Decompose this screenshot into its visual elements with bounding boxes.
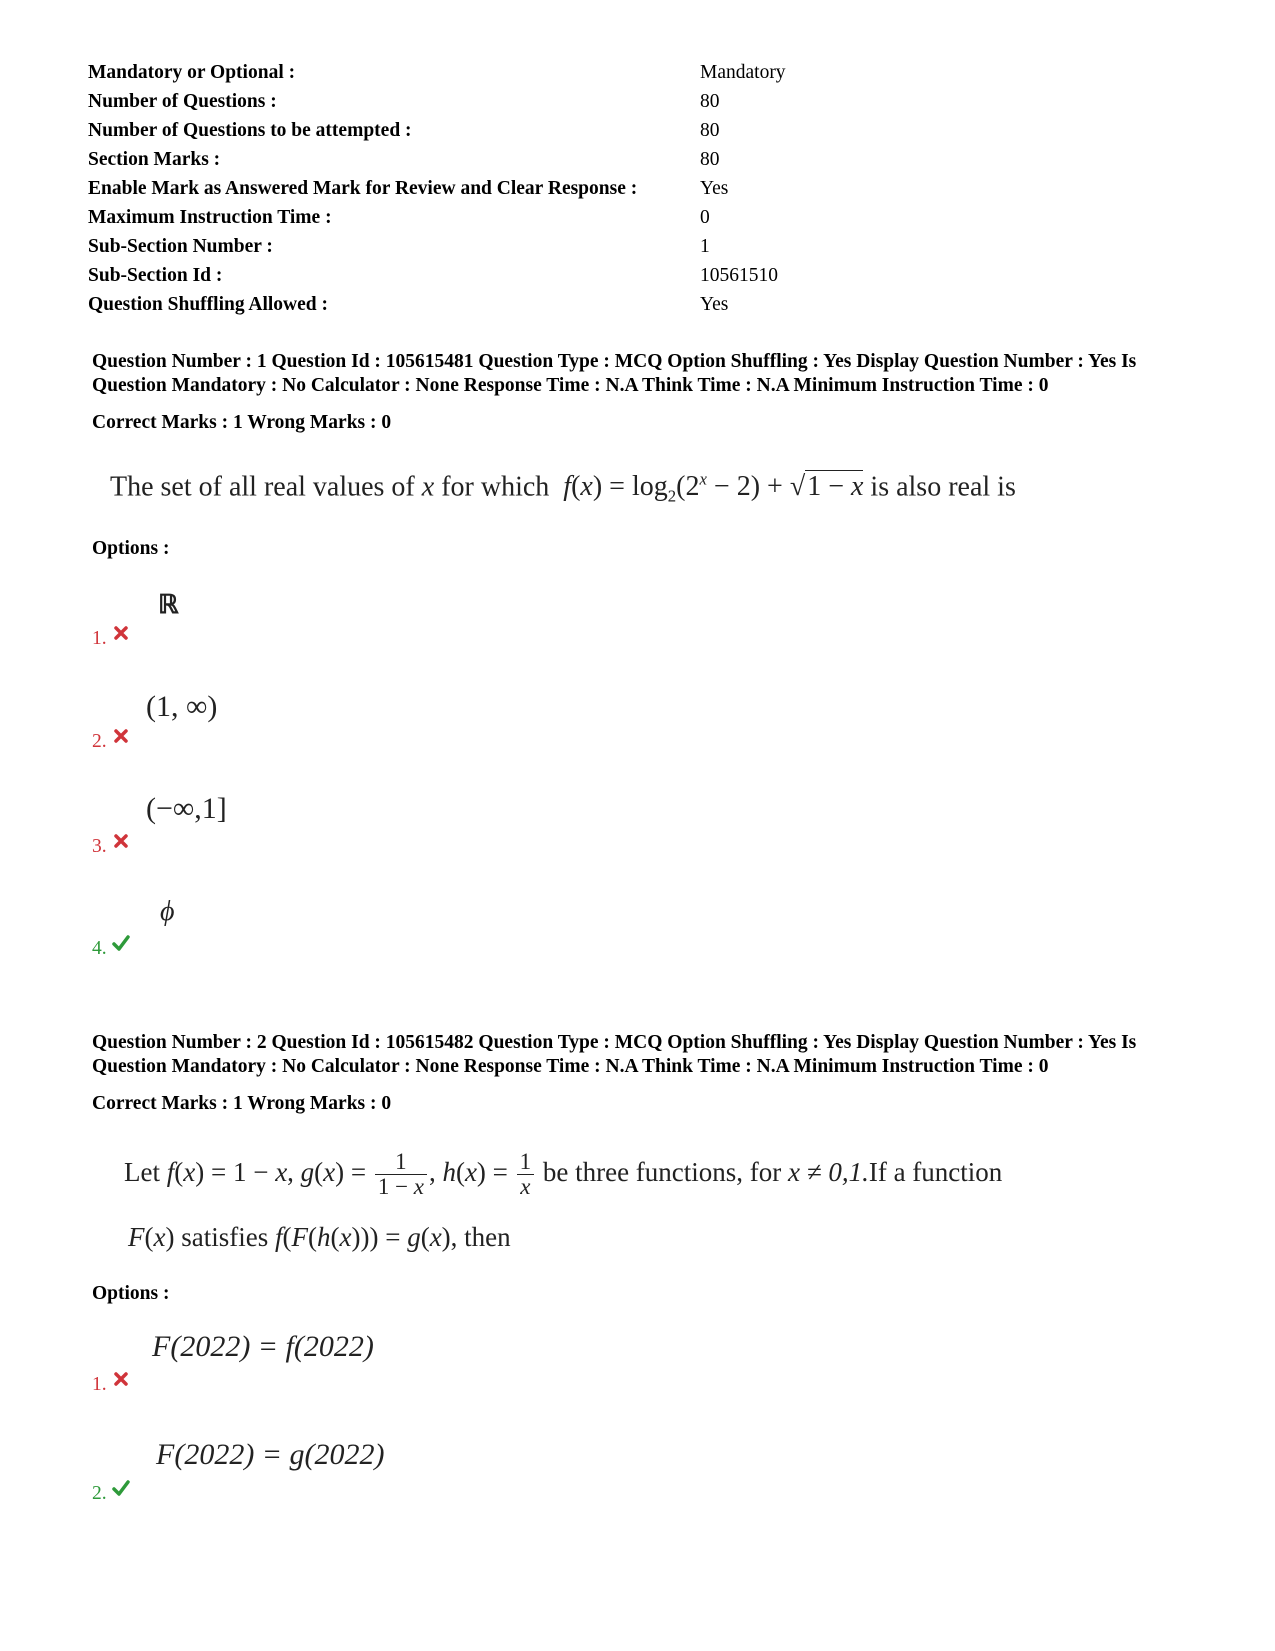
meta-value: 10561510 xyxy=(700,265,778,286)
meta-value: 80 xyxy=(700,149,720,170)
meta-label: Maximum Instruction Time : xyxy=(88,207,332,228)
q2-line1-suffix: be three functions, for xyxy=(542,1156,782,1187)
check-icon xyxy=(112,934,130,952)
q2-formula-fgh: f(x) = 1 − x, g(x) = $\frac{1}{1 - x}$ , h(x) = $\frac{1}{x}$ xyxy=(167,1157,536,1187)
meta-row xyxy=(88,116,1188,145)
option-number: 4. xyxy=(92,938,107,959)
meta-row xyxy=(88,174,1188,203)
option-number: 3. xyxy=(92,836,107,857)
meta-value: Yes xyxy=(700,178,729,199)
q2-line1-prefix: Let xyxy=(124,1156,160,1187)
q2-option-2-number xyxy=(92,1479,130,1505)
meta-label: Enable Mark as Answered Mark for Review and Clear Response : xyxy=(88,178,638,199)
question-2-text-line1 xyxy=(124,1150,1002,1199)
q1-option-3-number xyxy=(92,832,130,858)
meta-row xyxy=(88,87,1188,116)
meta-value: 80 xyxy=(700,120,720,141)
meta-row xyxy=(88,290,1188,319)
q2-option-1-number xyxy=(92,1370,130,1396)
meta-label: Sub-Section Id : xyxy=(88,265,223,286)
meta-label: Section Marks : xyxy=(88,149,221,170)
question-1-marks: Correct Marks : 1 Wrong Marks : 0 xyxy=(92,412,392,433)
question-1-text-mid: for which xyxy=(441,471,550,503)
meta-value: Mandatory xyxy=(700,62,786,83)
option-number: 2. xyxy=(92,731,107,752)
q1-option-2-number xyxy=(92,727,130,753)
question-1-header: Question Number : 1 Question Id : 105615481 Question Type : MCQ Option Shuffling : Yes Display Question Number : Yes Is Question Mandatory : No Calculator : None Response Time : N.A Think Time : N.A Minimum Instruction Time : 0 xyxy=(92,351,1137,396)
meta-label: Question Shuffling Allowed : xyxy=(88,294,329,315)
question-2-text-line2 xyxy=(128,1222,511,1253)
question-1-options-label: Options : xyxy=(92,538,170,559)
cross-icon xyxy=(112,832,130,850)
cross-icon xyxy=(112,1370,130,1388)
meta-row xyxy=(88,58,1188,87)
q2-line1-end: If a function xyxy=(868,1156,1003,1187)
option-number: 1. xyxy=(92,628,107,649)
check-icon xyxy=(112,1479,130,1497)
meta-label: Number of Questions : xyxy=(88,91,277,112)
q2-option-2-value: F(2022) = g(2022) xyxy=(156,1438,385,1471)
q1-option-4-value: ϕ xyxy=(160,896,175,927)
q2-line2-satisfies: satisfies xyxy=(181,1222,269,1252)
cross-icon xyxy=(112,727,130,745)
question-1-text-prefix: The set of all real values of xyxy=(110,471,415,503)
q2-option-1-value: F(2022) = f(2022) xyxy=(152,1330,374,1363)
q1-option-4-number xyxy=(92,934,130,960)
cross-icon xyxy=(112,624,130,642)
q1-option-1-number xyxy=(92,624,130,650)
meta-value: 1 xyxy=(700,236,710,257)
meta-value: 80 xyxy=(700,91,720,112)
q2-formula-F: F(x) xyxy=(128,1222,175,1252)
q1-option-2-value: (1, ∞) xyxy=(146,690,218,723)
meta-label: Sub-Section Number : xyxy=(88,236,273,257)
q1-option-1-value: ℝ xyxy=(158,590,179,619)
meta-label: Number of Questions to be attempted : xyxy=(88,120,412,141)
q2-formula-composition: f(F(h(x))) = g(x), xyxy=(274,1222,458,1252)
question-1-text xyxy=(110,470,1016,507)
question-2-marks: Correct Marks : 1 Wrong Marks : 0 xyxy=(92,1093,392,1114)
meta-value: Yes xyxy=(700,294,729,315)
question-1-formula: $f(x) = \log_2(2^x - 2) + √1 - x$ xyxy=(563,470,864,506)
meta-row xyxy=(88,261,1188,290)
question-1-text-var: x xyxy=(421,471,435,503)
section-meta xyxy=(88,58,1188,319)
meta-row xyxy=(88,145,1188,174)
question-2-options-label: Options : xyxy=(92,1283,170,1304)
option-number: 1. xyxy=(92,1374,107,1395)
question-1-text-suffix: is also real is xyxy=(870,471,1016,503)
q2-line1-cond: x ≠ 0,1. xyxy=(788,1156,869,1187)
meta-value: 0 xyxy=(700,207,710,228)
q1-option-3-value: (−∞,1] xyxy=(146,792,227,825)
question-2-header: Question Number : 2 Question Id : 105615482 Question Type : MCQ Option Shuffling : Yes Display Question Number : Yes Is Question Mandatory : No Calculator : None Response Time : N.A Think Time : N.A Minimum Instruction Time : 0 xyxy=(92,1032,1137,1077)
q2-line2-then: then xyxy=(464,1222,511,1252)
meta-row xyxy=(88,203,1188,232)
meta-row xyxy=(88,232,1188,261)
meta-label: Mandatory or Optional : xyxy=(88,62,296,83)
option-number: 2. xyxy=(92,1483,107,1504)
